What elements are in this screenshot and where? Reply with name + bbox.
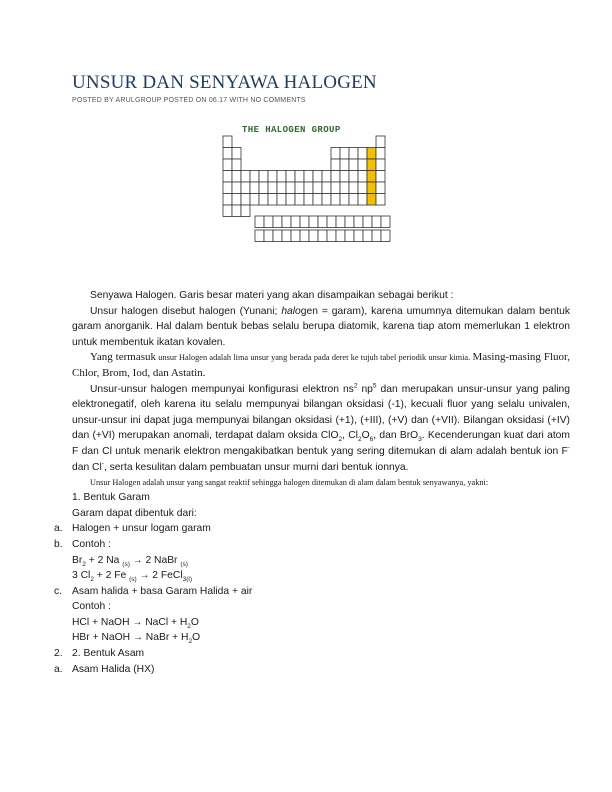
f-block-cell [372, 216, 381, 228]
f-block-cell [309, 216, 318, 228]
section-salt-title: 1. Bentuk Garam [72, 492, 150, 504]
f-block-cell [264, 216, 273, 228]
element-cell [295, 182, 304, 194]
paragraph-configuration: Unsur-unsur halogen mempunyai konfigurasi elektron $ns^2$ $np^5$ dan merupakan unsur-unsur yang paling elektronegatif, oleh karena itu selalu mempunyai bilangan oksidasi (-1), kecuali fluor yang selalu univalen, unsur-unsur ini dapat juga mempunyai bilangan oksidasi (+1), (+III), (+V) dan (+VII). Bilangan oksidasi (+IV) dan (+VI) merupakan anomali, terdapat dalam oksida ClO$_2$, $Cl_2O_6$, dan BrO$_3$. Kecenderungan kuat dari atom F dan Cl untuk menarik elektron mengakibatkan bentuk yang sering ditemukan di alam adalah bentuk ion F- dan Cl-, serta kesulitan dalam pembuatan unsur murni dari bentuk ionnya. [72, 382, 570, 473]
element-cell [232, 182, 241, 194]
post-byline: POSTED BY ARULGROUP POSTED ON 06.17 WITH NO COMMENTS [72, 97, 306, 104]
f-block-cell [363, 216, 372, 228]
f-block-cell [336, 216, 345, 228]
element-cell [304, 194, 313, 206]
element-cell [322, 182, 331, 194]
section-acid-title: 2. 2. Bentuk Asam [54, 648, 145, 660]
halogen-cell [367, 194, 376, 206]
halogen-cell [367, 171, 376, 183]
element-cell [358, 194, 367, 206]
element-cell [322, 194, 331, 206]
periodic-table-image [222, 122, 392, 246]
element-cell [223, 171, 232, 183]
halogen-cell [367, 159, 376, 171]
element-cell [259, 171, 268, 183]
f-block-cell [300, 216, 309, 228]
element-cell [241, 171, 250, 183]
element-cell [250, 194, 259, 206]
halogen-cell [367, 148, 376, 160]
element-cell [358, 159, 367, 171]
element-cell [313, 194, 322, 206]
element-cell [331, 194, 340, 206]
element-cell [268, 182, 277, 194]
element-cell [331, 159, 340, 171]
element-cell [295, 194, 304, 206]
element-cell [358, 171, 367, 183]
element-cell [304, 171, 313, 183]
element-cell [232, 205, 241, 217]
element-cell [340, 171, 349, 183]
f-block-cell [381, 230, 390, 242]
element-cell [358, 148, 367, 160]
halogen-group-figure [222, 122, 392, 246]
element-cell [331, 171, 340, 183]
f-block-cell [264, 230, 273, 242]
f-block-cell [318, 230, 327, 242]
element-cell [286, 182, 295, 194]
element-cell [277, 171, 286, 183]
element-cell [250, 171, 259, 183]
f-block-cell [336, 230, 345, 242]
f-block-cell [273, 230, 282, 242]
element-cell [259, 194, 268, 206]
element-cell [223, 205, 232, 217]
element-cell [223, 148, 232, 160]
f-block-cell [381, 216, 390, 228]
element-cell [223, 182, 232, 194]
element-cell [223, 136, 232, 148]
f-block-cell [255, 216, 264, 228]
element-cell [376, 182, 385, 194]
element-cell [313, 182, 322, 194]
f-block-cell [255, 230, 264, 242]
list-item-acid-a: a. Asam Halida (HX) [54, 663, 155, 675]
element-cell [349, 171, 358, 183]
element-cell [376, 171, 385, 183]
element-cell [268, 171, 277, 183]
element-cell [277, 182, 286, 194]
paragraph-reactivity: Unsur Halogen adalah unsur yang sangat reaktif sehingga halogen ditemukan di alam dalam bentuk senyawanya, yakni: [90, 478, 489, 488]
element-cell [304, 182, 313, 194]
element-cell [340, 182, 349, 194]
intro-paragraph: Senyawa Halogen. Garis besar materi yang akan disampaikan sebagai berikut : [90, 290, 454, 301]
f-block-cell [291, 216, 300, 228]
element-cell [286, 171, 295, 183]
f-block-cell [291, 230, 300, 242]
f-block-cell [282, 216, 291, 228]
figure-caption: THE HALOGEN GROUP [242, 125, 341, 135]
list-item-c: c. Asam halida + basa Garam Halida + air [54, 585, 253, 597]
element-cell [331, 148, 340, 160]
element-cell [340, 148, 349, 160]
equation-3: HCl + NaOH → NaCl + $H_2O$ [72, 616, 199, 630]
element-cell [241, 182, 250, 194]
element-cell [277, 194, 286, 206]
element-cell [376, 159, 385, 171]
element-cell [376, 194, 385, 206]
element-cell [349, 182, 358, 194]
paragraph-definition: Unsur halogen disebut halogen (Yunani; halogen = garam), karena umumnya ditemukan dalam bentuk garam anorganik. Hal dalam bentuk bebas selalu berupa diatomik, karena tiap atom memerlukan 1 elektron untuk membentuk ikatan kovalen. [72, 305, 570, 348]
equation-1: $Br_2 + 2$ Na $_{(s)}$ → 2 NaBr $_{(s)}$ [72, 554, 188, 568]
element-cell [232, 159, 241, 171]
f-block-cell [345, 216, 354, 228]
f-block-cell [363, 230, 372, 242]
list-item-a: a. Halogen + unsur logam garam [54, 523, 211, 535]
element-cell [376, 136, 385, 148]
element-cell [340, 159, 349, 171]
element-cell [349, 148, 358, 160]
element-cell [313, 171, 322, 183]
element-cell [349, 194, 358, 206]
post-title: UNSUR DAN SENYAWA HALOGEN [72, 72, 377, 93]
f-block-cell [273, 216, 282, 228]
f-block-cell [372, 230, 381, 242]
f-block-cell [318, 216, 327, 228]
f-block-cell [327, 230, 336, 242]
f-block-cell [309, 230, 318, 242]
element-cell [358, 182, 367, 194]
element-cell [232, 171, 241, 183]
f-block-cell [345, 230, 354, 242]
element-cell [340, 194, 349, 206]
article-body [54, 288, 570, 677]
example-label: Contoh : [72, 601, 111, 613]
element-cell [295, 171, 304, 183]
element-cell [349, 159, 358, 171]
element-cell [223, 159, 232, 171]
equation-2: 3 $Cl_2 + 2$ Fe $_{(s)}$ → 2 FeCl$_{3(l)}$ [72, 570, 193, 584]
element-cell [232, 148, 241, 160]
element-cell [286, 194, 295, 206]
element-cell [241, 194, 250, 206]
section-salt-subtitle: Garam dapat dibentuk dari: [72, 507, 197, 519]
element-cell [232, 194, 241, 206]
element-cell [331, 182, 340, 194]
f-block-cell [282, 230, 291, 242]
periodic-table-grid [223, 136, 390, 242]
paragraph-members: Yang termasuk unsur Halogen adalah lima unsur yang berada pada deret ke tujuh tabel periodik unsur kimia. Masing-masing Fluor, Chlor, Brom, Iod, dan Astatin. [72, 351, 570, 379]
f-block-cell [300, 230, 309, 242]
f-block-cell [354, 230, 363, 242]
equation-4: HBr + NaOH → NaBr + $H_2O$ [72, 632, 201, 646]
element-cell [250, 182, 259, 194]
element-cell [259, 182, 268, 194]
f-block-cell [327, 216, 336, 228]
element-cell [322, 171, 331, 183]
halogen-cell [367, 182, 376, 194]
element-cell [376, 148, 385, 160]
f-block-cell [354, 216, 363, 228]
element-cell [241, 205, 250, 217]
element-cell [223, 194, 232, 206]
element-cell [268, 194, 277, 206]
list-item-b: b. Contoh : [54, 538, 111, 550]
